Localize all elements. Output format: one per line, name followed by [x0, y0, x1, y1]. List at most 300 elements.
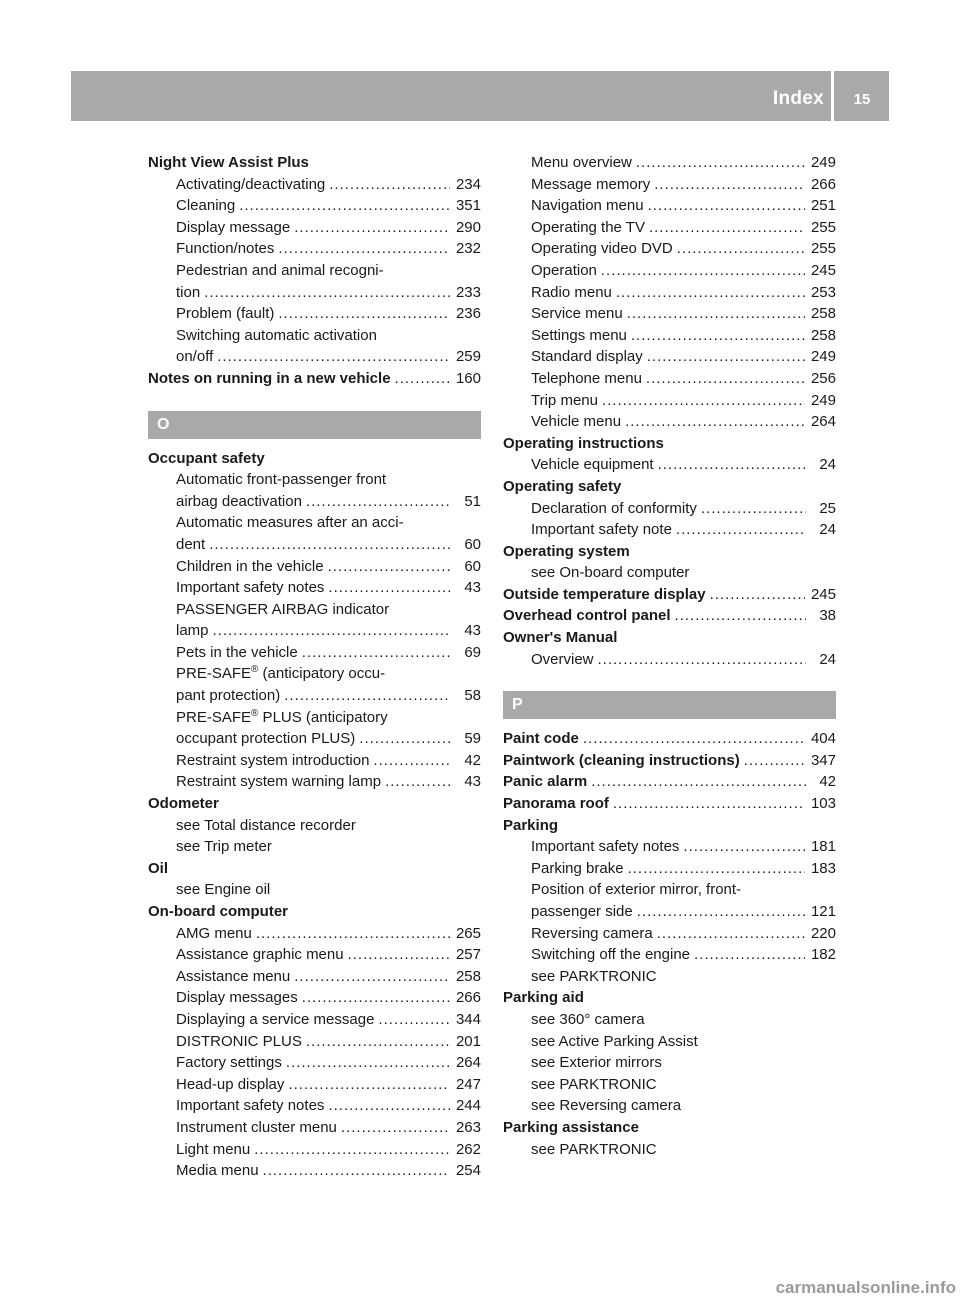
- leader-dots: [341, 1117, 450, 1139]
- index-subentry: [148, 642, 481, 664]
- leader-dots: [385, 771, 451, 793]
- index-entry-heading: [503, 987, 836, 1009]
- entry-label: On-board computer: [148, 903, 289, 920]
- entry-page-number: 264: [455, 1054, 481, 1072]
- entry-label: Head-up display: [176, 1075, 285, 1093]
- index-subentry: [148, 944, 481, 966]
- entry-page-number: 181: [810, 838, 836, 856]
- index-subentry: [148, 346, 481, 368]
- index-entry-heading: [148, 152, 481, 174]
- index-entry-heading: [503, 1117, 836, 1139]
- leader-dots: [306, 491, 451, 513]
- entry-label: see Exterior mirrors: [531, 1054, 662, 1072]
- index-subentry: [148, 238, 481, 260]
- leader-dots: [359, 728, 451, 750]
- entry-label: Operating video DVD: [531, 240, 673, 258]
- entry-page-number: 264: [810, 413, 836, 431]
- entry-label: see Trip meter: [176, 838, 272, 856]
- entry-page-number: 59: [464, 730, 481, 748]
- index-subentry: [148, 966, 481, 988]
- leader-dots: [204, 282, 450, 304]
- entry-page-number: 233: [455, 283, 481, 301]
- index-subentry: [148, 707, 481, 729]
- leader-dots: [694, 944, 805, 966]
- entry-label: DISTRONIC PLUS: [176, 1032, 302, 1050]
- entry-label: passenger side: [531, 903, 633, 920]
- entry-label: Function/notes: [176, 240, 275, 258]
- leader-dots: [395, 368, 450, 390]
- entry-page-number: 43: [464, 579, 481, 597]
- entry-label: Parking: [503, 816, 559, 834]
- leader-dots: [677, 238, 805, 260]
- index-subentry: [503, 879, 836, 901]
- entry-label: Declaration of conformity: [531, 499, 697, 517]
- index-subentry: [148, 987, 481, 1009]
- entry-label: Factory settings: [176, 1054, 282, 1072]
- entry-label: see Reversing camera: [531, 1097, 682, 1115]
- leader-dots: [613, 793, 805, 815]
- index-subentry: [503, 498, 836, 520]
- index-subentry: [148, 728, 481, 750]
- entry-page-number: 121: [810, 903, 836, 920]
- index-subentry: [503, 238, 836, 260]
- leader-dots: [648, 195, 805, 217]
- entry-page-number: 249: [810, 391, 836, 409]
- entry-page-number: 247: [455, 1075, 481, 1093]
- index-subentry: [148, 663, 481, 685]
- entry-label: Parking assistance: [503, 1118, 639, 1136]
- index-subentry: [503, 1009, 836, 1031]
- index-subentry: [148, 923, 481, 945]
- index-entry-heading: [503, 584, 836, 606]
- index-subentry: [148, 815, 481, 837]
- leader-dots: [239, 195, 450, 217]
- entry-label: Displaying a service message: [176, 1010, 375, 1028]
- leader-dots: [286, 1052, 450, 1074]
- leader-dots: [302, 642, 451, 664]
- entry-label: Activating/deactivating: [176, 175, 326, 193]
- leader-dots: [649, 217, 805, 239]
- registered-mark: ®: [251, 664, 259, 676]
- entry-label: Parking aid: [503, 989, 584, 1007]
- entry-label: lamp: [176, 622, 209, 640]
- entry-label: see PARKTRONIC: [531, 1140, 657, 1158]
- watermark: carmanualsonline.info: [775, 1278, 956, 1297]
- entry-page-number: 232: [455, 240, 481, 258]
- leader-dots: [328, 556, 451, 578]
- index-entry-heading: [148, 793, 481, 815]
- leader-dots: [302, 987, 450, 1009]
- entry-label: see Engine oil: [176, 881, 271, 899]
- leader-dots: [658, 454, 806, 476]
- entry-label: Owner's Manual: [503, 629, 618, 647]
- index-entry-heading: [503, 728, 836, 750]
- entry-page-number: 24: [819, 521, 836, 539]
- entry-label: see PARKTRONIC: [531, 1075, 657, 1093]
- entry-label: Occupant safety: [148, 449, 265, 467]
- index-subentry: [503, 923, 836, 945]
- entry-page-number: 182: [810, 946, 836, 964]
- leader-dots: [254, 1139, 450, 1161]
- entry-label: Instrument cluster menu: [176, 1118, 337, 1136]
- leader-dots: [631, 325, 805, 347]
- entry-label: Restraint system warning lamp: [176, 773, 382, 791]
- entry-label: Important safety note: [531, 521, 672, 539]
- index-subentry: [148, 1117, 481, 1139]
- index-subentry: [148, 685, 481, 707]
- index-subentry: [148, 879, 481, 901]
- entry-page-number: 245: [810, 585, 836, 603]
- index-subentry: [503, 346, 836, 368]
- entry-page-number: 60: [464, 557, 481, 575]
- leader-dots: [601, 260, 805, 282]
- leader-dots: [657, 923, 805, 945]
- index-subentry: [148, 1009, 481, 1031]
- entry-label: Paint code: [503, 730, 579, 748]
- index-subentry: [503, 325, 836, 347]
- entry-page-number: 258: [810, 326, 836, 344]
- index-entry-heading: [503, 605, 836, 627]
- entry-label: Assistance graphic menu: [176, 946, 344, 964]
- leader-dots: [637, 901, 805, 923]
- entry-label: Overview: [531, 650, 594, 668]
- index-entry-heading: [148, 368, 481, 390]
- leader-dots: [213, 620, 451, 642]
- leader-dots: [306, 1031, 450, 1053]
- leader-dots: [676, 519, 806, 541]
- entry-label: Operation: [531, 261, 597, 279]
- leader-dots: [744, 750, 805, 772]
- index-subentry: [503, 562, 836, 584]
- index-entry-heading: [503, 476, 836, 498]
- entry-label: AMG menu: [176, 924, 252, 942]
- index-subentry: [148, 491, 481, 513]
- entry-label: occupant protection PLUS): [176, 730, 356, 748]
- entry-page-number: 351: [455, 197, 481, 215]
- leader-dots: [348, 944, 450, 966]
- leader-dots: [616, 282, 805, 304]
- entry-page-number: 236: [455, 305, 481, 323]
- entry-label: Menu overview: [531, 154, 632, 171]
- index-subentry: [148, 1031, 481, 1053]
- leader-dots: [636, 152, 805, 174]
- entry-label: Automatic front-passenger front: [176, 471, 387, 489]
- entry-page-number: 255: [810, 240, 836, 258]
- index-subentry: [148, 195, 481, 217]
- entry-label: see 360° camera: [531, 1010, 645, 1028]
- index-subentry: [503, 966, 836, 988]
- entry-label: Panic alarm: [503, 773, 588, 791]
- entry-page-number: 69: [464, 643, 481, 661]
- page-number: 15: [853, 91, 871, 108]
- index-subentry: [503, 901, 836, 923]
- entry-page-number: 24: [819, 456, 836, 474]
- entry-label: tion: [176, 283, 201, 301]
- entry-page-number: 38: [819, 607, 836, 625]
- index-column-left: [148, 152, 481, 1182]
- entry-label: Important safety notes: [176, 1097, 325, 1115]
- index-subentry: [148, 771, 481, 793]
- index-subentry: [148, 836, 481, 858]
- entry-label: Automatic measures after an acci-: [176, 514, 404, 532]
- index-subentry: [148, 282, 481, 304]
- index-subentry: [503, 1095, 836, 1117]
- entry-label: Oil: [148, 859, 169, 877]
- entry-page-number: 255: [810, 218, 836, 236]
- index-subentry: [503, 454, 836, 476]
- leader-dots: [647, 346, 805, 368]
- leader-dots: [294, 217, 450, 239]
- index-subentry: [503, 944, 836, 966]
- index-entry-heading: [503, 433, 836, 455]
- index-entry-heading: [503, 541, 836, 563]
- leader-dots: [583, 728, 805, 750]
- leader-dots: [701, 498, 806, 520]
- leader-dots: [278, 238, 450, 260]
- entry-label: Cleaning: [176, 197, 236, 215]
- index-subentry: [503, 858, 836, 880]
- entry-page-number: 244: [455, 1097, 481, 1115]
- index-subentry: [148, 512, 481, 534]
- index-subentry: [503, 260, 836, 282]
- entry-page-number: 249: [810, 154, 836, 171]
- entry-label: Important safety notes: [531, 838, 680, 856]
- index-entry-heading: [503, 627, 836, 649]
- entry-label: PRE-SAFE® PLUS (anticipatory: [176, 707, 388, 726]
- entry-page-number: 266: [810, 175, 836, 193]
- entry-page-number: 24: [819, 650, 836, 668]
- entry-label: Message memory: [531, 175, 651, 193]
- index-subentry: [503, 390, 836, 412]
- index-subentry: [503, 368, 836, 390]
- index-subentry: [503, 836, 836, 858]
- entry-page-number: 265: [455, 924, 481, 942]
- index-subentry: [503, 1052, 836, 1074]
- entry-page-number: 249: [810, 348, 836, 366]
- leader-dots: [625, 411, 805, 433]
- leader-dots: [288, 1074, 450, 1096]
- entry-label: Night View Assist Plus: [148, 154, 309, 171]
- entry-label: Vehicle equipment: [531, 456, 654, 474]
- registered-mark: ®: [251, 707, 259, 719]
- entry-page-number: 257: [455, 946, 481, 964]
- entry-page-number: 201: [455, 1032, 481, 1050]
- leader-dots: [328, 577, 451, 599]
- entry-label: Odometer: [148, 795, 219, 813]
- entry-label: Service menu: [531, 305, 623, 323]
- entry-label: Settings menu: [531, 326, 627, 344]
- entry-label: pant protection): [176, 687, 281, 705]
- index-subentry: [148, 1074, 481, 1096]
- entry-page-number: 160: [455, 369, 481, 387]
- entry-label: Paintwork (cleaning instructions): [503, 751, 740, 769]
- leader-dots: [710, 584, 805, 606]
- entry-label: airbag deactivation: [176, 492, 302, 510]
- index-subentry: [503, 649, 836, 671]
- index-entry-heading: [148, 901, 481, 923]
- leader-dots: [627, 303, 805, 325]
- entry-page-number: 404: [810, 730, 836, 748]
- entry-page-number: 58: [464, 687, 481, 705]
- entry-page-number: 253: [810, 283, 836, 301]
- leader-dots: [263, 1160, 450, 1182]
- index-subentry: [503, 411, 836, 433]
- leader-dots: [675, 605, 806, 627]
- leader-dots: [654, 174, 805, 196]
- entry-label: Pedestrian and animal recogni-: [176, 261, 384, 279]
- index-subentry: [503, 282, 836, 304]
- entry-page-number: 42: [819, 773, 836, 791]
- leader-dots: [284, 685, 451, 707]
- entry-page-number: 258: [455, 967, 481, 985]
- index-entry-heading: [503, 750, 836, 772]
- entry-label: Switching off the engine: [531, 946, 691, 964]
- leader-dots: [598, 649, 806, 671]
- leader-dots: [329, 174, 450, 196]
- index-subentry: [148, 1139, 481, 1161]
- index-subentry: [148, 620, 481, 642]
- leader-dots: [602, 390, 805, 412]
- entry-label: see PARKTRONIC: [531, 967, 657, 985]
- entry-label: Operating safety: [503, 477, 622, 495]
- entry-label: Important safety notes: [176, 579, 325, 597]
- index-entry-heading: [503, 771, 836, 793]
- index-subentry: [148, 1095, 481, 1117]
- entry-page-number: 290: [455, 218, 481, 236]
- entry-page-number: 266: [455, 989, 481, 1007]
- index-letter-heading: P: [503, 691, 836, 719]
- header-divider: [831, 71, 834, 121]
- index-subentry: [148, 325, 481, 347]
- index-subentry: [503, 195, 836, 217]
- index-subentry: [148, 750, 481, 772]
- index-subentry: [148, 599, 481, 621]
- entry-label: see Active Parking Assist: [531, 1032, 698, 1050]
- index-subentry: [148, 303, 481, 325]
- index-subentry: [148, 217, 481, 239]
- entry-label: Switching automatic activation: [176, 326, 377, 344]
- entry-label: Radio menu: [531, 283, 612, 301]
- leader-dots: [591, 771, 806, 793]
- entry-page-number: 234: [455, 175, 481, 193]
- index-entry-heading: [148, 858, 481, 880]
- entry-page-number: 258: [810, 305, 836, 323]
- entry-page-number: 263: [455, 1118, 481, 1136]
- entry-label: PASSENGER AIRBAG indicator: [176, 600, 390, 618]
- entry-page-number: 344: [455, 1010, 481, 1028]
- entry-label: Assistance menu: [176, 967, 291, 985]
- index-subentry: [148, 469, 481, 491]
- index-subentry: [148, 1052, 481, 1074]
- entry-label: Trip menu: [531, 391, 598, 409]
- entry-page-number: 262: [455, 1140, 481, 1158]
- entry-page-number: 42: [464, 751, 481, 769]
- entry-label: Operating the TV: [531, 218, 645, 236]
- entry-label: see Total distance recorder: [176, 816, 356, 834]
- leader-dots: [209, 534, 451, 556]
- section-title: Index: [772, 88, 824, 109]
- leader-dots: [217, 346, 450, 368]
- entry-label: Notes on running in a new vehicle: [148, 369, 391, 387]
- leader-dots: [328, 1095, 450, 1117]
- index-subentry: [503, 152, 836, 174]
- entry-page-number: 245: [810, 261, 836, 279]
- leader-dots: [278, 303, 450, 325]
- entry-label: Outside temperature display: [503, 585, 706, 603]
- entry-page-number: 254: [455, 1162, 481, 1180]
- entry-label: Problem (fault): [176, 305, 275, 323]
- entry-page-number: 183: [810, 859, 836, 877]
- entry-page-number: 220: [810, 924, 836, 942]
- entry-label: Display message: [176, 218, 291, 236]
- index-subentry: [503, 217, 836, 239]
- index-subentry: [503, 1031, 836, 1053]
- entry-label: Restraint system introduction: [176, 751, 370, 769]
- entry-page-number: 25: [819, 499, 836, 517]
- entry-label: Vehicle menu: [531, 413, 622, 431]
- entry-label: Telephone menu: [531, 369, 642, 387]
- entry-label: on/off: [176, 348, 214, 366]
- entry-label: Display messages: [176, 989, 298, 1007]
- leader-dots: [294, 966, 450, 988]
- index-column-right: [503, 152, 836, 1160]
- index-subentry: [148, 534, 481, 556]
- entry-label: Pets in the vehicle: [176, 643, 298, 661]
- entry-page-number: 347: [810, 751, 836, 769]
- index-entry-heading: [503, 815, 836, 837]
- entry-page-number: 60: [464, 535, 481, 553]
- index-subentry: [503, 1139, 836, 1161]
- entry-label: Parking brake: [531, 859, 624, 877]
- entry-page-number: 43: [464, 622, 481, 640]
- entry-page-number: 51: [464, 492, 481, 510]
- index-subentry: [503, 1074, 836, 1096]
- entry-label: Panorama roof: [503, 795, 609, 813]
- entry-label: Light menu: [176, 1140, 251, 1158]
- index-entry-heading: [503, 793, 836, 815]
- index-subentry: [503, 303, 836, 325]
- entry-label: Media menu: [176, 1162, 259, 1180]
- entry-page-number: 256: [810, 369, 836, 387]
- entry-label: see On-board computer: [531, 564, 690, 582]
- leader-dots: [256, 923, 450, 945]
- entry-page-number: 251: [810, 197, 836, 215]
- index-subentry: [148, 556, 481, 578]
- index-subentry: [148, 577, 481, 599]
- leader-dots: [628, 858, 805, 880]
- index-subentry: [503, 519, 836, 541]
- leader-dots: [683, 836, 805, 858]
- entry-label: Navigation menu: [531, 197, 644, 215]
- index-subentry: [148, 260, 481, 282]
- index-subentry: [148, 174, 481, 196]
- entry-label: PRE-SAFE® (anticipatory occu-: [176, 664, 386, 683]
- entry-label: Operating instructions: [503, 434, 664, 452]
- entry-label: Overhead control panel: [503, 607, 671, 625]
- index-entry-heading: [148, 448, 481, 470]
- entry-label: Operating system: [503, 542, 630, 560]
- leader-dots: [378, 1009, 450, 1031]
- index-subentry: [148, 1160, 481, 1182]
- index-subentry: [503, 174, 836, 196]
- entry-label: Standard display: [531, 348, 643, 366]
- entry-page-number: 103: [810, 795, 836, 813]
- entry-label: Reversing camera: [531, 924, 653, 942]
- index-letter-heading: O: [148, 411, 481, 439]
- entry-page-number: 43: [464, 773, 481, 791]
- entry-page-number: 259: [455, 348, 481, 366]
- entry-label: Children in the vehicle: [176, 557, 324, 575]
